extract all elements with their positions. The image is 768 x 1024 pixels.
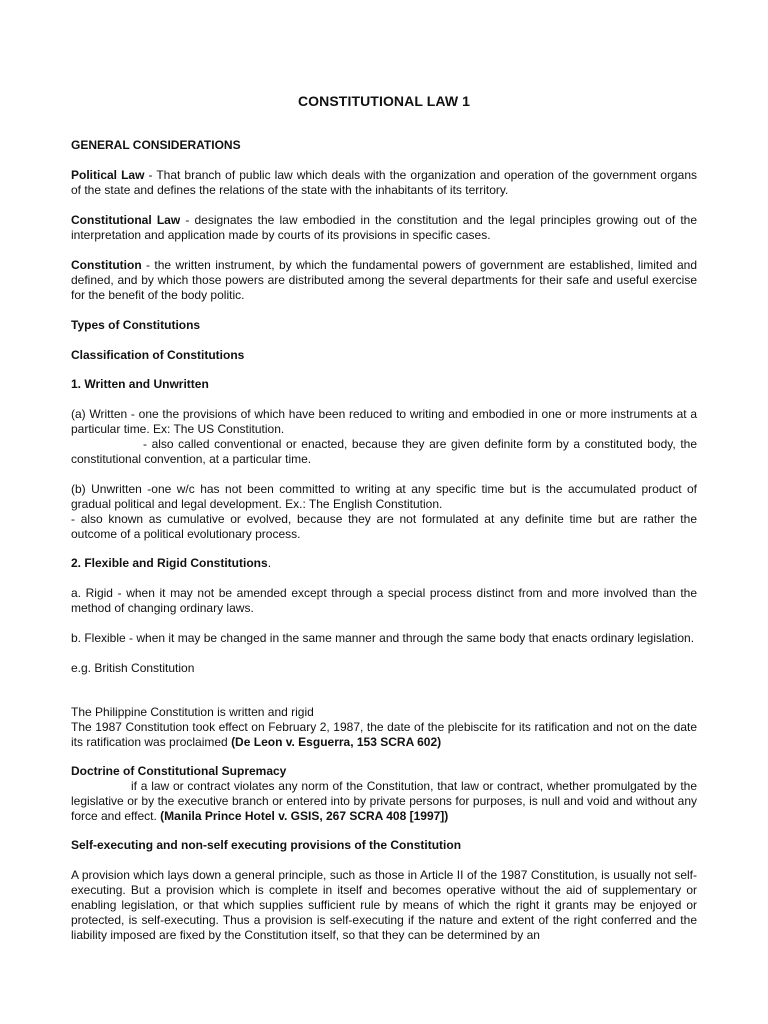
def-constitutional-law: - designates the law embodied in the constitution and the legal principles growing out of the interpretation and application made by courts of its provisions in specific cases. xyxy=(71,213,698,242)
def-political-law: - That branch of public law which deals with the organization and operation of the government organs of the state and defines the relations of the state with the inhabitants of its territory. xyxy=(71,168,697,197)
para-written-conventional xyxy=(71,437,697,467)
term-constitution: Constitution xyxy=(71,258,142,272)
para-ph-written-rigid: The Philippine Constitution is written and rigid xyxy=(71,705,314,719)
document-title: CONSTITUTIONAL LAW 1 xyxy=(297,93,471,109)
para-unwritten: (b) Unwritten -one w/c has not been committed to writing at any specific time but is the accumulated product of gradual political and legal development. Ex.: The English Constitution. xyxy=(71,482,697,511)
term-political-law: Political Law xyxy=(71,168,145,182)
para-flexible-example: e.g. British Constitution xyxy=(71,661,195,675)
written-conventional-text: - also called conventional or enacted, because they are given definite form by a constituted body, the constitutional convention, at a particular time. xyxy=(71,437,697,466)
para-flexible: b. Flexible - when it may be changed in the same manner and through the same body that enacts ordinary legislation. xyxy=(71,631,695,645)
para-political-law xyxy=(71,168,697,198)
heading-constitutional-supremacy: Doctrine of Constitutional Supremacy xyxy=(71,764,287,778)
heading-flexible-rigid xyxy=(71,556,697,571)
para-constitutional-law xyxy=(71,213,697,243)
citation-manila-prince: (Manila Prince Hotel v. GSIS, 267 SCRA 408 [1997]) xyxy=(160,809,449,823)
para-constitution xyxy=(71,258,697,303)
para-self-executing: A provision which lays down a general principle, such as those in Article II of the 1987 Constitution, is usually not self-executing. But a provision which is complete in itself and becomes operative without the aid of supplementary or enabling legislation, or that which supplies sufficient rule by means of which the right it grants may be enjoyed or protected, is self-executing. Thus a provision is self-executing if the nature and extent of the right conferred and the liability imposed are fixed by the Constitution itself, so that they can be determined by an xyxy=(71,868,697,942)
term-constitutional-law: Constitutional Law xyxy=(71,213,181,227)
para-rigid: a. Rigid - when it may not be amended except through a special process distinct from and more involved than the method of changing ordinary laws. xyxy=(71,586,697,615)
heading-flexible-rigid-text: 2. Flexible and Rigid Constitutions xyxy=(71,556,268,570)
effectivity-text: The 1987 Constitution took effect on February 2, 1987, the date of the plebiscite for its ratification and not on the date its ratification was proclaimed xyxy=(71,720,697,749)
heading-self-executing: Self-executing and non-self executing provisions of the Constitution xyxy=(71,838,462,852)
para-unwritten-cumulative: - also known as cumulative or evolved, because they are not formulated at any definite time but are rather the outcome of a political evolutionary process. xyxy=(71,512,697,541)
def-constitution: - the written instrument, by which the fundamental powers of government are established, limited and defined, and by which those powers are distributed among the several departments for their safe and useful exercise for the benefit of the body politic. xyxy=(71,258,697,302)
heading-flexible-rigid-dot: . xyxy=(267,556,272,570)
citation-de-leon: (De Leon v. Esguerra, 153 SCRA 602) xyxy=(231,735,442,749)
supremacy-text: if a law or contract violates any norm of the Constitution, that law or contract, whether promulgated by the legislative or by the executive branch or entered into by private persons for purposes, is null and void and without any force and effect. xyxy=(71,779,697,823)
heading-classification: Classification of Constitutions xyxy=(71,348,245,362)
para-written: (a) Written - one the provisions of which have been reduced to writing and embodied in one or more instruments at a particular time. Ex: The US Constitution. xyxy=(71,407,697,436)
para-1987-effectivity xyxy=(71,720,697,750)
heading-types: Types of Constitutions xyxy=(71,318,201,332)
para-supremacy xyxy=(71,779,697,824)
heading-general-considerations: GENERAL CONSIDERATIONS xyxy=(71,138,241,152)
heading-written-unwritten: 1. Written and Unwritten xyxy=(71,377,209,391)
